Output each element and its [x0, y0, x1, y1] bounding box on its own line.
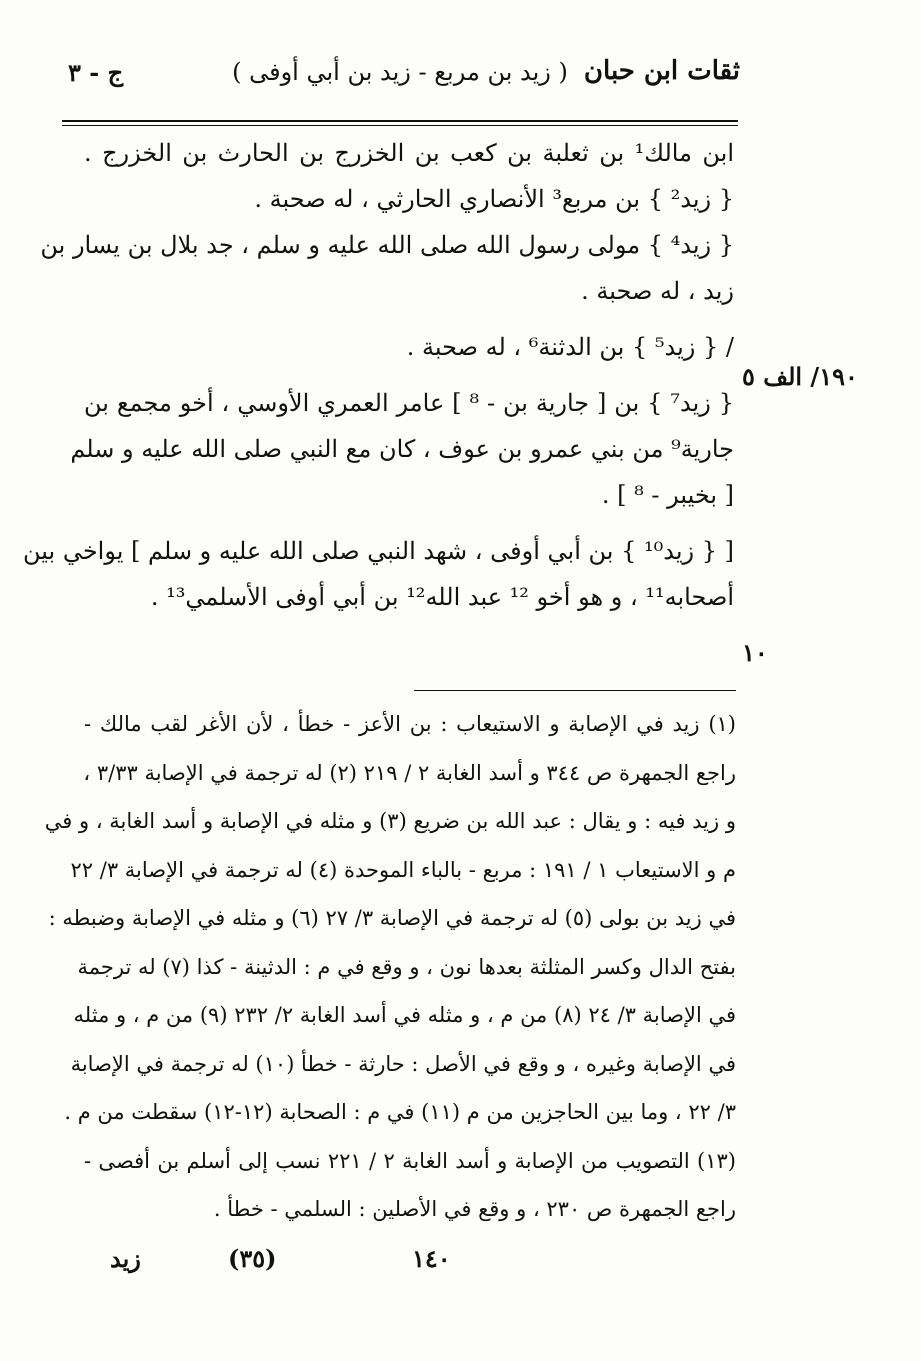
text-line: { زيد² } بن مربع³ الأنصاري الحارثي ، له صحبة . — [254, 185, 734, 213]
text-line: { زيد⁴ } مولى رسول الله صلى الله عليه و سلم ، جد بلال بن يسار بن — [40, 231, 734, 259]
line-number: ١٠ — [742, 638, 768, 667]
text-line: { زيد⁷ } بن [ جارية بن - ⁸ ] عامر العمري الأوسي ، أخو مجمع بن — [84, 389, 735, 417]
footnote-line: راجع الجمهرة ص ٢٣٠ ، و وقع في الأصلين : السلمي - خطأ . — [213, 1197, 736, 1221]
text-line: جارية⁹ من بني عمرو بن عوف ، كان مع النبي صلى الله عليه و سلم — [70, 435, 734, 463]
signature-number: (٣٥) — [228, 1244, 277, 1273]
book-title: ثقات ابن حبان — [583, 56, 740, 86]
footnote-line: (١) زيد في الإصابة و الاستيعاب : بن الأعز - خطأ ، لأن الأغر لقب مالك - — [84, 712, 736, 736]
footnote-line: (١٣) التصويب من الإصابة و أسد الغابة ٢ / ٢٢١ نسب إلى أسلم بن أفصى - — [84, 1148, 736, 1173]
text-line: أصحابه¹¹ ، و هو أخو ¹² عبد الله¹² بن أبي أوفى الأسلمي¹³ . — [150, 583, 734, 611]
folio-marker: ١٩٠/ الف ٥ — [742, 362, 858, 391]
footnote-line: في الإصابة وغيره ، و وقع في الأصل : حارثة - خطأ (١٠) له ترجمة في الإصابة — [70, 1051, 736, 1076]
footnotes — [44, 700, 736, 1234]
page-footer — [100, 1244, 500, 1284]
header-topic: ( زيد بن مربع - زيد بن أبي أوفى ) — [232, 58, 568, 86]
main-text — [23, 130, 735, 620]
footnote-line: و زيد فيه : و يقال : عبد الله بن ضريع (٣) و مثله في الإصابة و أسد الغابة ، و في — [44, 809, 736, 833]
text-line: [ بخيبر - ⁸ ] . — [601, 481, 734, 509]
signature-word: زيد — [110, 1244, 141, 1273]
footnote-line: ٣/ ٢٢ ، وما بين الحاجزين من م (١١) في م : الصحابة (١٢-١٢) سقطت من م . — [64, 1100, 736, 1124]
page-number: ١٤٠ — [412, 1244, 451, 1273]
volume-label: ج - ٣ — [68, 58, 124, 87]
footnote-line: م و الاستيعاب ١ / ١٩١ : مربع - بالباء الموحدة (٤) له ترجمة في الإصابة ٣/ ٢٢ — [70, 857, 736, 882]
footnote-line: بفتح الدال وكسر المثلثة بعدها نون ، و وقع في م : الدثينة - كذا (٧) له ترجمة — [77, 954, 736, 979]
footnote-separator — [414, 690, 736, 691]
text-line: ابن مالك¹ بن ثعلبة بن كعب بن الخزرج بن الحارث بن الخزرج . — [84, 139, 734, 167]
footnote-line: في الإصابة ٣/ ٢٤ (٨) من م ، و مثله في أسد الغابة ٢/ ٢٣٢ (٩) من م ، و مثله — [73, 1003, 736, 1027]
running-header — [60, 52, 740, 96]
text-line: [ { زيد¹⁰ } بن أبي أوفى ، شهد النبي صلى الله عليه و سلم ] يواخي بين — [23, 537, 734, 565]
text-line: / { زيد⁵ } بن الدثنة⁶ ، له صحبة . — [406, 333, 734, 361]
header-rule-thin — [62, 125, 738, 126]
footnote-line: في زيد بن بولى (٥) له ترجمة في الإصابة ٣/ ٢٧ (٦) و مثله في الإصابة وضبطه : — [48, 906, 736, 930]
text-line: زيد ، له صحبة . — [581, 277, 734, 305]
header-rule — [62, 120, 738, 122]
footnote-line: راجع الجمهرة ص ٣٤٤ و أسد الغابة ٢ / ٢١٩ (٢) له ترجمة في الإصابة ٣/٣٣ ، — [83, 760, 736, 785]
